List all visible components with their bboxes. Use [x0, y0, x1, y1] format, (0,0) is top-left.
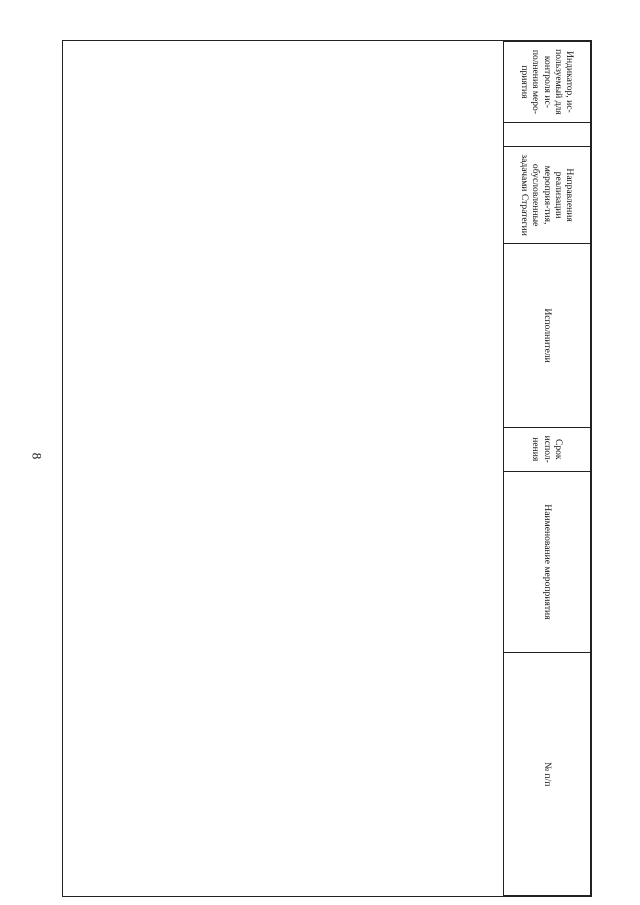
header-row: [504, 42, 591, 896]
header-num: № п/п: [504, 653, 591, 896]
header-name: Наименование мероприятия: [504, 471, 591, 653]
header-executors: Исполнители: [504, 244, 591, 428]
rotated-table-container: [63, 41, 591, 896]
header-term: Срок испол-нения: [504, 428, 591, 471]
measures-table: [503, 41, 591, 896]
table-frame: [62, 40, 592, 897]
page-number: 8: [29, 452, 45, 460]
header-section-gap: [504, 122, 591, 146]
header-indicator: Индикатор, ис-пользуемый для контроля ис-полнения меро-приятия: [504, 42, 591, 123]
header-direction: Направления реализации мероприя-тия, обусловленные задачами Стратегии: [504, 147, 591, 244]
